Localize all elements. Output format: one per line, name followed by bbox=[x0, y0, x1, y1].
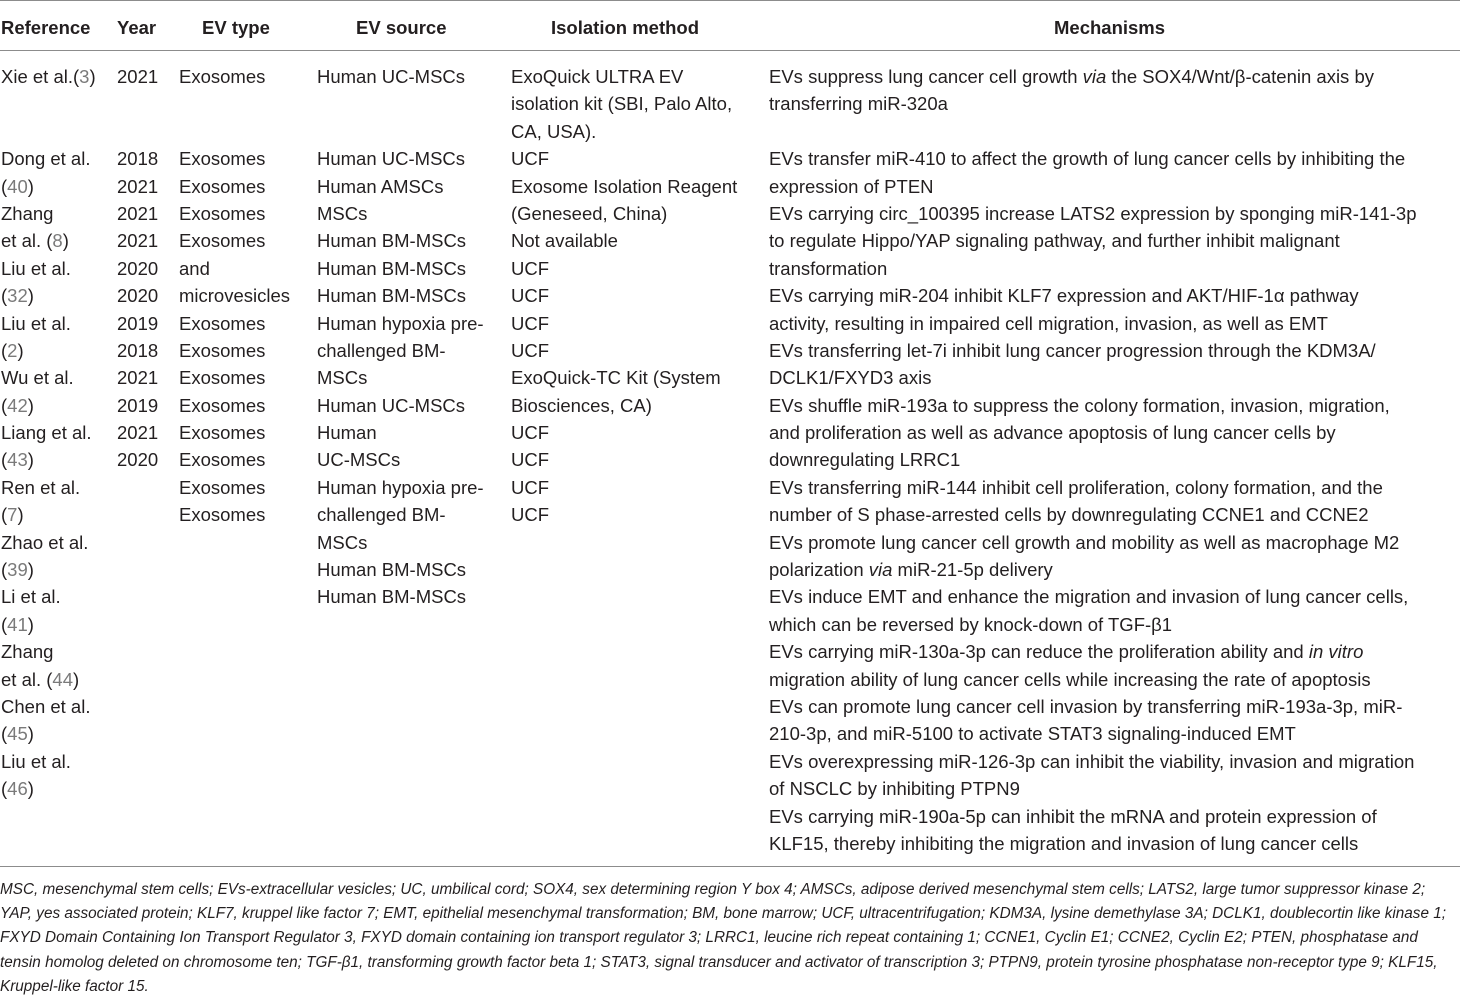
text-segment: ) bbox=[27, 778, 34, 800]
reference-cell-line bbox=[1, 474, 113, 501]
reference-cell-line bbox=[1, 310, 113, 337]
year-cell-line: 2019 bbox=[117, 394, 159, 416]
ev-type-cell-line: Exosomes bbox=[179, 422, 266, 444]
reference-cell-line bbox=[1, 693, 113, 720]
mechanism-cell-line bbox=[769, 803, 1457, 830]
reference-cell-line bbox=[1, 200, 113, 227]
citation-number: 45 bbox=[7, 723, 28, 745]
text-segment: ( bbox=[1, 723, 8, 745]
ev-source-cell-line: Human bbox=[317, 422, 377, 444]
text-segment: Ren et al. bbox=[1, 476, 81, 498]
ev-source-cell-line: challenged BM- bbox=[317, 339, 446, 361]
ev-type-cell-line bbox=[179, 90, 313, 117]
text-segment: in vitro bbox=[1308, 641, 1364, 663]
text-segment: EVs induce EMT and enhance the migration and invasion of lung cancer cells, bbox=[769, 586, 1409, 608]
mechanism-cell-line bbox=[769, 310, 1457, 337]
ev-source-cell-line: Human AMSCs bbox=[317, 175, 444, 197]
citation-number: 40 bbox=[7, 175, 28, 197]
mechanism-cell-line bbox=[769, 282, 1457, 309]
mechanism-cell-line bbox=[769, 748, 1457, 775]
reference-cell-line bbox=[1, 666, 113, 693]
ev-type-cell-line: Exosomes bbox=[179, 339, 266, 361]
text-segment: EVs promote lung cancer cell growth and mobility as well as macrophage M2 bbox=[769, 531, 1400, 553]
ev-source-cell-line: MSCs bbox=[317, 367, 368, 389]
mechanism-cell-line bbox=[769, 446, 1457, 473]
text-segment: Xie et al.( bbox=[1, 66, 80, 87]
text-segment: ( bbox=[1, 285, 8, 307]
text-segment: DCLK1/FXYD3 axis bbox=[769, 367, 932, 389]
text-segment: EVs can promote lung cancer cell invasion by transferring miR-193a-3p, miR- bbox=[769, 695, 1403, 717]
mechanism-cell-line bbox=[769, 529, 1457, 556]
year-cell-line: 2019 bbox=[117, 312, 159, 334]
text-segment: EVs carrying miR-204 inhibit KLF7 expression and AKT/HIF-1α pathway bbox=[769, 285, 1359, 307]
text-segment: Zhao et al. bbox=[1, 531, 89, 553]
text-segment: transferring miR-320a bbox=[769, 93, 948, 115]
mechanism-cell-line bbox=[769, 419, 1457, 446]
ev-type-cell-line: Exosomes bbox=[179, 230, 266, 252]
ev-type-cell-line: and bbox=[179, 257, 210, 279]
ev-type-cell-line: Exosomes bbox=[179, 66, 266, 87]
reference-cell-line bbox=[1, 173, 113, 200]
reference-cell-line bbox=[1, 748, 113, 775]
mechanism-cell-line bbox=[769, 583, 1457, 610]
text-segment: EVs carrying miR-190a-5p can inhibit the mRNA and protein expression of bbox=[769, 805, 1377, 827]
text-segment: polarization bbox=[769, 559, 869, 581]
bottom-rule bbox=[0, 866, 1460, 867]
text-segment: via bbox=[1082, 66, 1107, 87]
text-segment: Wu et al. bbox=[1, 367, 74, 389]
mechanism-cell-line bbox=[769, 63, 1457, 90]
isolation-method-cell-line: CA, USA). bbox=[511, 120, 597, 142]
citation-number: 7 bbox=[7, 504, 18, 526]
mechanism-cell-line bbox=[769, 693, 1457, 720]
reference-cell-line bbox=[1, 364, 113, 391]
ev-source-cell-line: Human hypoxia pre- bbox=[317, 312, 484, 334]
text-segment: et al. ( bbox=[1, 230, 53, 252]
ev-type-cell-line: Exosomes bbox=[179, 394, 266, 416]
header-rule bbox=[0, 50, 1460, 51]
text-segment: Liu et al. bbox=[1, 750, 71, 772]
text-segment: EVs carrying miR-130a-3p can reduce the proliferation ability and bbox=[769, 641, 1309, 663]
year-cell-line: 2021 bbox=[117, 230, 159, 252]
text-segment: Liu et al. bbox=[1, 312, 71, 334]
citation-number: 32 bbox=[7, 285, 28, 307]
text-segment: KLF15, thereby inhibiting the migration and invasion of lung cancer cells bbox=[769, 832, 1359, 854]
year-cell-line bbox=[117, 118, 175, 145]
text-segment: EVs overexpressing miR-126-3p can inhibit the viability, invasion and migration bbox=[769, 750, 1415, 772]
isolation-method-cell-line: Biosciences, CA) bbox=[511, 394, 652, 416]
ev-type-cell-line: microvesicles bbox=[179, 285, 291, 307]
text-segment: EVs carrying circ_100395 increase LATS2 expression by sponging miR-141-3p bbox=[769, 202, 1417, 224]
year-cell-line: 2021 bbox=[117, 202, 159, 224]
text-segment: migration ability of lung cancer cells while increasing the rate of apoptosis bbox=[769, 668, 1371, 690]
text-segment: ) bbox=[73, 668, 80, 690]
mechanism-cell-line bbox=[769, 501, 1457, 528]
reference-cell-line bbox=[1, 556, 113, 583]
ev-source-cell-line: Human BM-MSCs bbox=[317, 586, 467, 608]
isolation-method-cell-line: UCF bbox=[511, 339, 550, 361]
ev-source-cell-line: challenged BM- bbox=[317, 504, 446, 526]
isolation-method-cell-line: UCF bbox=[511, 476, 550, 498]
text-segment: Liang et al. bbox=[1, 422, 92, 444]
mechanism-cell-line bbox=[769, 145, 1457, 172]
reference-cell-line bbox=[1, 720, 113, 747]
text-segment: ( bbox=[1, 339, 8, 361]
column-reference bbox=[1, 63, 113, 803]
top-rule bbox=[0, 0, 1460, 1]
ev-type-cell-line: Exosomes bbox=[179, 367, 266, 389]
text-segment: to regulate Hippo/YAP signaling pathway, and further inhibit malignant bbox=[769, 230, 1340, 252]
column-ev-source bbox=[317, 63, 507, 611]
reference-cell-line bbox=[1, 583, 113, 610]
table-footnote: MSC, mesenchymal stem cells; EVs-extracellular vesicles; UC, umbilical cord; SOX4, sex determining region Y box 4; AMSCs, adipose derived mesenchymal stem cells; LATS2, large tumor suppressor kinase 2; YAP, yes associated protein; KLF7, kruppel like factor 7; EMT, epithelial mesenchymal transformation; BM, bone marrow; UCF, ultracentrifugation; KDM3A, lysine demethylase 3A; DCLK1, doublecortin like kinase 1; FXYD Domain Containing Ion Transport Regulator 3, FXYD domain containing ion transport regulator 3; LRRC1, leucine rich repeat containing 1; CCNE1, Cyclin E1; CCNE2, Cyclin E2; PTEN, phosphatase and tensin homolog deleted on chromosome ten; TGF-β1, transforming growth factor beta 1; STAT3, signal transducer and activator of transcription 3; PTPN9, protein tyrosine phosphatase non-receptor type 9; KLF15, Kruppel-like factor 15. bbox=[0, 881, 1446, 995]
reference-cell-line bbox=[1, 227, 113, 254]
text-segment: EVs transferring miR-144 inhibit cell proliferation, colony formation, and the bbox=[769, 476, 1383, 498]
text-segment: 210-3p, and miR-5100 to activate STAT3 signaling-induced EMT bbox=[769, 723, 1296, 745]
isolation-method-cell-line: ExoQuick-TC Kit (System bbox=[511, 367, 721, 389]
citation-number: 44 bbox=[52, 668, 73, 690]
isolation-method-cell-line: UCF bbox=[511, 148, 550, 170]
text-segment: Li et al. bbox=[1, 586, 61, 608]
reference-cell-line bbox=[1, 419, 113, 446]
reference-cell-line bbox=[1, 611, 113, 638]
text-segment: the SOX4/Wnt/β-catenin axis by bbox=[1106, 66, 1374, 87]
mechanism-cell-line bbox=[769, 255, 1457, 282]
year-cell-line: 2021 bbox=[117, 66, 159, 87]
mechanism-cell-line bbox=[769, 830, 1457, 857]
mechanism-cell-line bbox=[769, 556, 1457, 583]
column-year bbox=[117, 63, 175, 474]
header-reference: Reference bbox=[1, 17, 91, 38]
reference-cell-line bbox=[1, 255, 113, 282]
reference-cell-line bbox=[1, 118, 113, 145]
mechanism-cell-line bbox=[769, 90, 1457, 117]
year-cell-line: 2018 bbox=[117, 339, 159, 361]
mechanism-cell-line bbox=[769, 337, 1457, 364]
ev-source-cell-line: Human BM-MSCs bbox=[317, 559, 467, 581]
citation-number: 2 bbox=[7, 339, 18, 361]
reference-cell-line bbox=[1, 90, 113, 117]
column-isolation-method bbox=[511, 63, 763, 529]
header-ev-type: EV type bbox=[202, 17, 270, 38]
isolation-method-cell-line: UCF bbox=[511, 504, 550, 526]
text-segment: ) bbox=[89, 66, 96, 87]
text-segment: ) bbox=[62, 230, 69, 252]
year-cell-line: 2021 bbox=[117, 175, 159, 197]
text-segment: ) bbox=[17, 504, 24, 526]
ev-type-cell-line: Exosomes bbox=[179, 476, 266, 498]
ev-source-cell-line: Human BM-MSCs bbox=[317, 285, 467, 307]
column-ev-type bbox=[179, 63, 313, 529]
text-segment: ) bbox=[27, 285, 34, 307]
text-segment: ) bbox=[27, 613, 34, 635]
ev-source-cell-line: MSCs bbox=[317, 202, 368, 224]
text-segment: ) bbox=[17, 339, 24, 361]
citation-number: 3 bbox=[79, 66, 90, 87]
text-segment: Liu et al. bbox=[1, 257, 71, 279]
ev-type-cell-line: Exosomes bbox=[179, 504, 266, 526]
text-segment: ( bbox=[1, 559, 8, 581]
text-segment: ) bbox=[27, 723, 34, 745]
ev-source-cell-line bbox=[317, 118, 507, 145]
citation-number: 46 bbox=[7, 778, 28, 800]
isolation-method-cell-line: UCF bbox=[511, 312, 550, 334]
text-segment: ( bbox=[1, 175, 8, 197]
column-mechanisms bbox=[769, 63, 1457, 857]
mechanism-cell-line bbox=[769, 474, 1457, 501]
isolation-method-cell-line: (Geneseed, China) bbox=[511, 202, 668, 224]
ev-type-cell-line bbox=[179, 118, 313, 145]
text-segment: EVs shuffle miR-193a to suppress the colony formation, invasion, migration, bbox=[769, 394, 1390, 416]
year-cell-line: 2020 bbox=[117, 449, 159, 471]
reference-cell-line bbox=[1, 282, 113, 309]
mechanism-cell-line bbox=[769, 392, 1457, 419]
text-segment: Zhang bbox=[1, 202, 54, 224]
mechanism-cell-line bbox=[769, 638, 1457, 665]
ev-source-cell-line bbox=[317, 90, 507, 117]
text-segment: of NSCLC by inhibiting PTPN9 bbox=[769, 778, 1020, 800]
reference-cell-line bbox=[1, 63, 113, 90]
year-cell-line: 2020 bbox=[117, 285, 159, 307]
isolation-method-cell-line: UCF bbox=[511, 422, 550, 444]
header-mechanisms: Mechanisms bbox=[1054, 17, 1166, 38]
ev-type-cell-line: Exosomes bbox=[179, 312, 266, 334]
isolation-method-cell-line: Exosome Isolation Reagent bbox=[511, 175, 738, 197]
text-segment: ) bbox=[27, 559, 34, 581]
text-segment: transformation bbox=[769, 257, 888, 279]
year-cell-line: 2020 bbox=[117, 257, 159, 279]
ev-type-cell-line: Exosomes bbox=[179, 202, 266, 224]
text-segment: EVs transfer miR-410 to affect the growth of lung cancer cells by inhibiting the bbox=[769, 148, 1406, 170]
text-segment: ( bbox=[1, 449, 8, 471]
text-segment: via bbox=[868, 559, 893, 581]
text-segment: ( bbox=[1, 504, 8, 526]
text-segment: Dong et al. bbox=[1, 148, 91, 170]
mechanism-cell-line bbox=[769, 227, 1457, 254]
mechanism-cell-line bbox=[769, 666, 1457, 693]
text-segment: activity, resulting in impaired cell migration, invasion, as well as EMT bbox=[769, 312, 1328, 334]
mechanism-cell-line bbox=[769, 720, 1457, 747]
text-segment: number of S phase-arrested cells by downregulating CCNE1 and CCNE2 bbox=[769, 504, 1369, 526]
mechanism-cell-line bbox=[769, 775, 1457, 802]
text-segment: ( bbox=[1, 394, 8, 416]
reference-cell-line bbox=[1, 501, 113, 528]
ev-source-cell-line: UC-MSCs bbox=[317, 449, 401, 471]
year-cell-line: 2021 bbox=[117, 367, 159, 389]
reference-cell-line bbox=[1, 638, 113, 665]
text-segment: downregulating LRRC1 bbox=[769, 449, 961, 471]
header-isolation-method: Isolation method bbox=[551, 17, 699, 38]
citation-number: 39 bbox=[7, 559, 28, 581]
citation-number: 41 bbox=[7, 613, 28, 635]
isolation-method-cell-line: UCF bbox=[511, 285, 550, 307]
reference-cell-line bbox=[1, 337, 113, 364]
text-segment: ) bbox=[27, 175, 34, 197]
text-segment: expression of PTEN bbox=[769, 175, 934, 197]
reference-cell-line bbox=[1, 145, 113, 172]
ev-source-cell-line: Human UC-MSCs bbox=[317, 394, 466, 416]
ev-source-cell-line: Human UC-MSCs bbox=[317, 148, 466, 170]
text-segment: miR-21-5p delivery bbox=[892, 559, 1053, 581]
isolation-method-cell-line: UCF bbox=[511, 449, 550, 471]
text-segment: ) bbox=[27, 394, 34, 416]
isolation-method-cell-line: UCF bbox=[511, 257, 550, 279]
header-ev-source: EV source bbox=[356, 17, 447, 38]
year-cell-line: 2021 bbox=[117, 422, 159, 444]
text-segment: ) bbox=[27, 449, 34, 471]
text-segment: Chen et al. bbox=[1, 695, 91, 717]
isolation-method-cell-line: ExoQuick ULTRA EV bbox=[511, 66, 684, 87]
year-cell-line: 2018 bbox=[117, 148, 159, 170]
mechanism-cell-line bbox=[769, 364, 1457, 391]
citation-number: 43 bbox=[7, 449, 28, 471]
mechanism-cell-line bbox=[769, 200, 1457, 227]
isolation-method-cell-line: isolation kit (SBI, Palo Alto, bbox=[511, 93, 733, 115]
text-segment: ( bbox=[1, 613, 8, 635]
reference-cell-line bbox=[1, 392, 113, 419]
year-cell-line bbox=[117, 90, 175, 117]
citation-number: 8 bbox=[52, 230, 63, 252]
citation-number: 42 bbox=[7, 394, 28, 416]
reference-cell-line bbox=[1, 446, 113, 473]
ev-source-cell-line: Human BM-MSCs bbox=[317, 230, 467, 252]
isolation-method-cell-line: Not available bbox=[511, 230, 618, 252]
mechanism-cell-line bbox=[769, 118, 1457, 145]
ev-source-cell-line: MSCs bbox=[317, 531, 368, 553]
ev-type-cell-line: Exosomes bbox=[179, 449, 266, 471]
header-year: Year bbox=[117, 17, 157, 38]
text-segment: ( bbox=[1, 778, 8, 800]
text-segment: which can be reversed by knock-down of TGF-β1 bbox=[769, 613, 1173, 635]
reference-cell-line bbox=[1, 775, 113, 802]
ev-source-cell-line: Human hypoxia pre- bbox=[317, 476, 484, 498]
text-segment: EVs suppress lung cancer cell growth bbox=[769, 66, 1083, 87]
mechanism-cell-line bbox=[769, 173, 1457, 200]
ev-type-cell-line: Exosomes bbox=[179, 175, 266, 197]
ev-source-cell-line: Human UC-MSCs bbox=[317, 66, 466, 87]
text-segment: Zhang bbox=[1, 641, 54, 663]
ev-source-cell-line: Human BM-MSCs bbox=[317, 257, 467, 279]
ev-type-cell-line: Exosomes bbox=[179, 148, 266, 170]
text-segment: and proliferation as well as advance apoptosis of lung cancer cells by bbox=[769, 422, 1336, 444]
mechanism-cell-line bbox=[769, 611, 1457, 638]
text-segment: et al. ( bbox=[1, 668, 53, 690]
reference-cell-line bbox=[1, 529, 113, 556]
text-segment: EVs transferring let-7i inhibit lung cancer progression through the KDM3A/ bbox=[769, 339, 1376, 361]
